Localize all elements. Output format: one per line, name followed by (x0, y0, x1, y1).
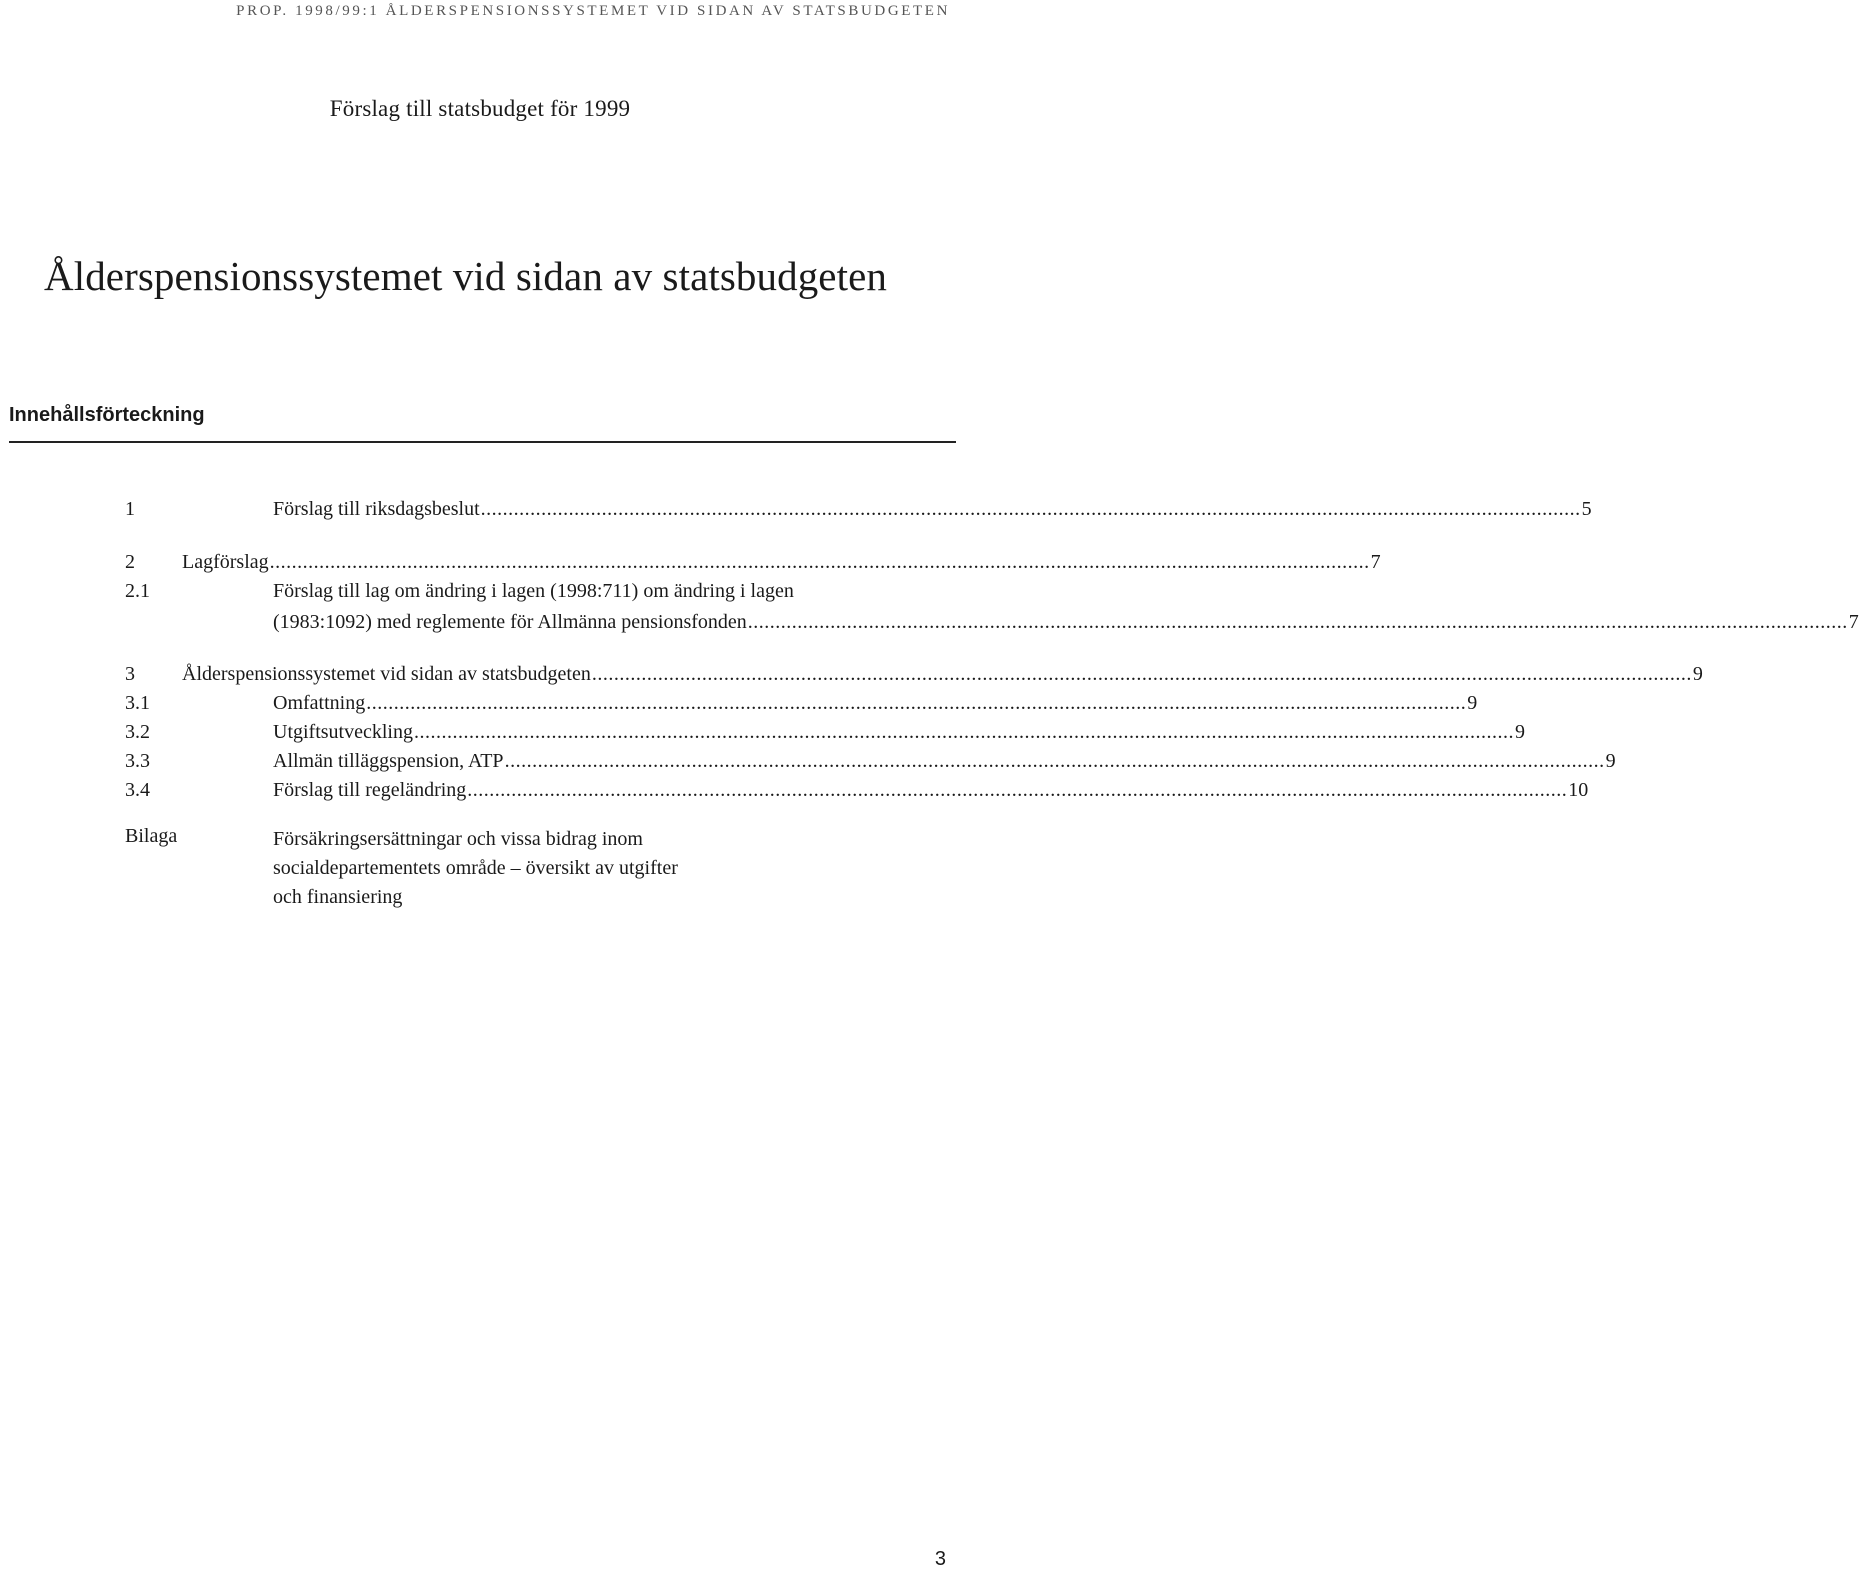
toc-entry-2-1-continued[interactable] (0, 609, 1859, 635)
toc-entry-1[interactable] (0, 496, 1592, 522)
toc-leader-dots: ........................................................................................................................................................................................................ (366, 692, 1467, 714)
appendix-title-line: och finansiering (273, 886, 403, 908)
appendix-title-line: Försäkringsersättningar och vissa bidrag inom (273, 828, 643, 850)
toc-entry-page: 9 (1692, 663, 1703, 685)
toc-entry-page: 9 (1467, 692, 1478, 714)
page-number: 3 (934, 1548, 946, 1570)
toc-leader-dots: ........................................................................................................................................................................................................ (591, 663, 1692, 685)
toc-entry-label: (1983:1092) med reglemente för Allmänna pensionsfonden (273, 611, 747, 633)
toc-entry-number: 3.1 (125, 692, 150, 714)
toc-entry-3-2[interactable] (0, 719, 1525, 745)
document-title: Ålderspensionssystemet vid sidan av statsbudgeten (44, 253, 887, 299)
running-header: PROP. 1998/99:1 ÅLDERSPENSIONSSYSTEMET VID SIDAN AV STATSBUDGETEN (236, 3, 950, 19)
toc-entry-number: 3.2 (125, 721, 150, 743)
toc-entry-number: 2.1 (125, 580, 150, 602)
toc-entry-label: Förslag till riksdagsbeslut (273, 498, 480, 520)
toc-entry-page: 5 (1581, 498, 1592, 520)
toc-entry-2[interactable] (0, 549, 1381, 575)
toc-entry-page: 9 (1605, 750, 1616, 772)
toc-entry-number: 2 (125, 551, 135, 573)
toc-entry-number: 3.4 (125, 779, 150, 801)
toc-entry-label: Ålderspensionssystemet vid sidan av statsbudgeten (182, 663, 591, 685)
toc-leader-dots: ........................................................................................................................................................................................................ (480, 498, 1581, 520)
toc-entry-label: Utgiftsutveckling (273, 721, 413, 743)
toc-entry-number: 1 (125, 498, 135, 520)
toc-divider (9, 441, 956, 443)
toc-leader-dots: ........................................................................................................................................................................................................ (269, 551, 1370, 573)
toc-leader-dots: ........................................................................................................................................................................................................ (413, 721, 1514, 743)
toc-entry-number: 3.3 (125, 750, 150, 772)
toc-entry-number: 3 (125, 663, 135, 685)
toc-entry-page: 7 (1848, 611, 1859, 633)
toc-leader-dots: ........................................................................................................................................................................................................ (747, 611, 1848, 633)
toc-entry-label-line1: Förslag till lag om ändring i lagen (1998:711) om ändring i lagen (273, 580, 794, 602)
toc-entry-3-3[interactable] (0, 748, 1616, 774)
appendix-title[interactable] (273, 825, 678, 912)
toc-entry-label: Förslag till regeländring (273, 779, 467, 801)
toc-entry-page: 10 (1568, 779, 1589, 801)
toc-entry-3-4[interactable] (0, 777, 1589, 803)
toc-entry-page: 9 (1514, 721, 1525, 743)
document-subtitle: Förslag till statsbudget för 1999 (329, 96, 631, 121)
toc-entry-3[interactable] (0, 661, 1703, 687)
toc-entry-3-1[interactable] (0, 690, 1478, 716)
toc-entry-page: 7 (1370, 551, 1381, 573)
toc-leader-dots: ........................................................................................................................................................................................................ (467, 779, 1568, 801)
toc-entry-2-1[interactable] (0, 578, 960, 604)
toc-heading: Innehållsförteckning (9, 404, 205, 426)
toc-leader-dots: ........................................................................................................................................................................................................ (504, 750, 1605, 772)
toc-entry-label: Omfattning (273, 692, 366, 714)
appendix-label: Bilaga (125, 825, 178, 847)
appendix-title-line: socialdepartementets område – översikt av utgifter (273, 857, 678, 879)
toc-entry-label: Lagförslag (182, 551, 269, 573)
toc-entry-label: Allmän tilläggspension, ATP (273, 750, 504, 772)
